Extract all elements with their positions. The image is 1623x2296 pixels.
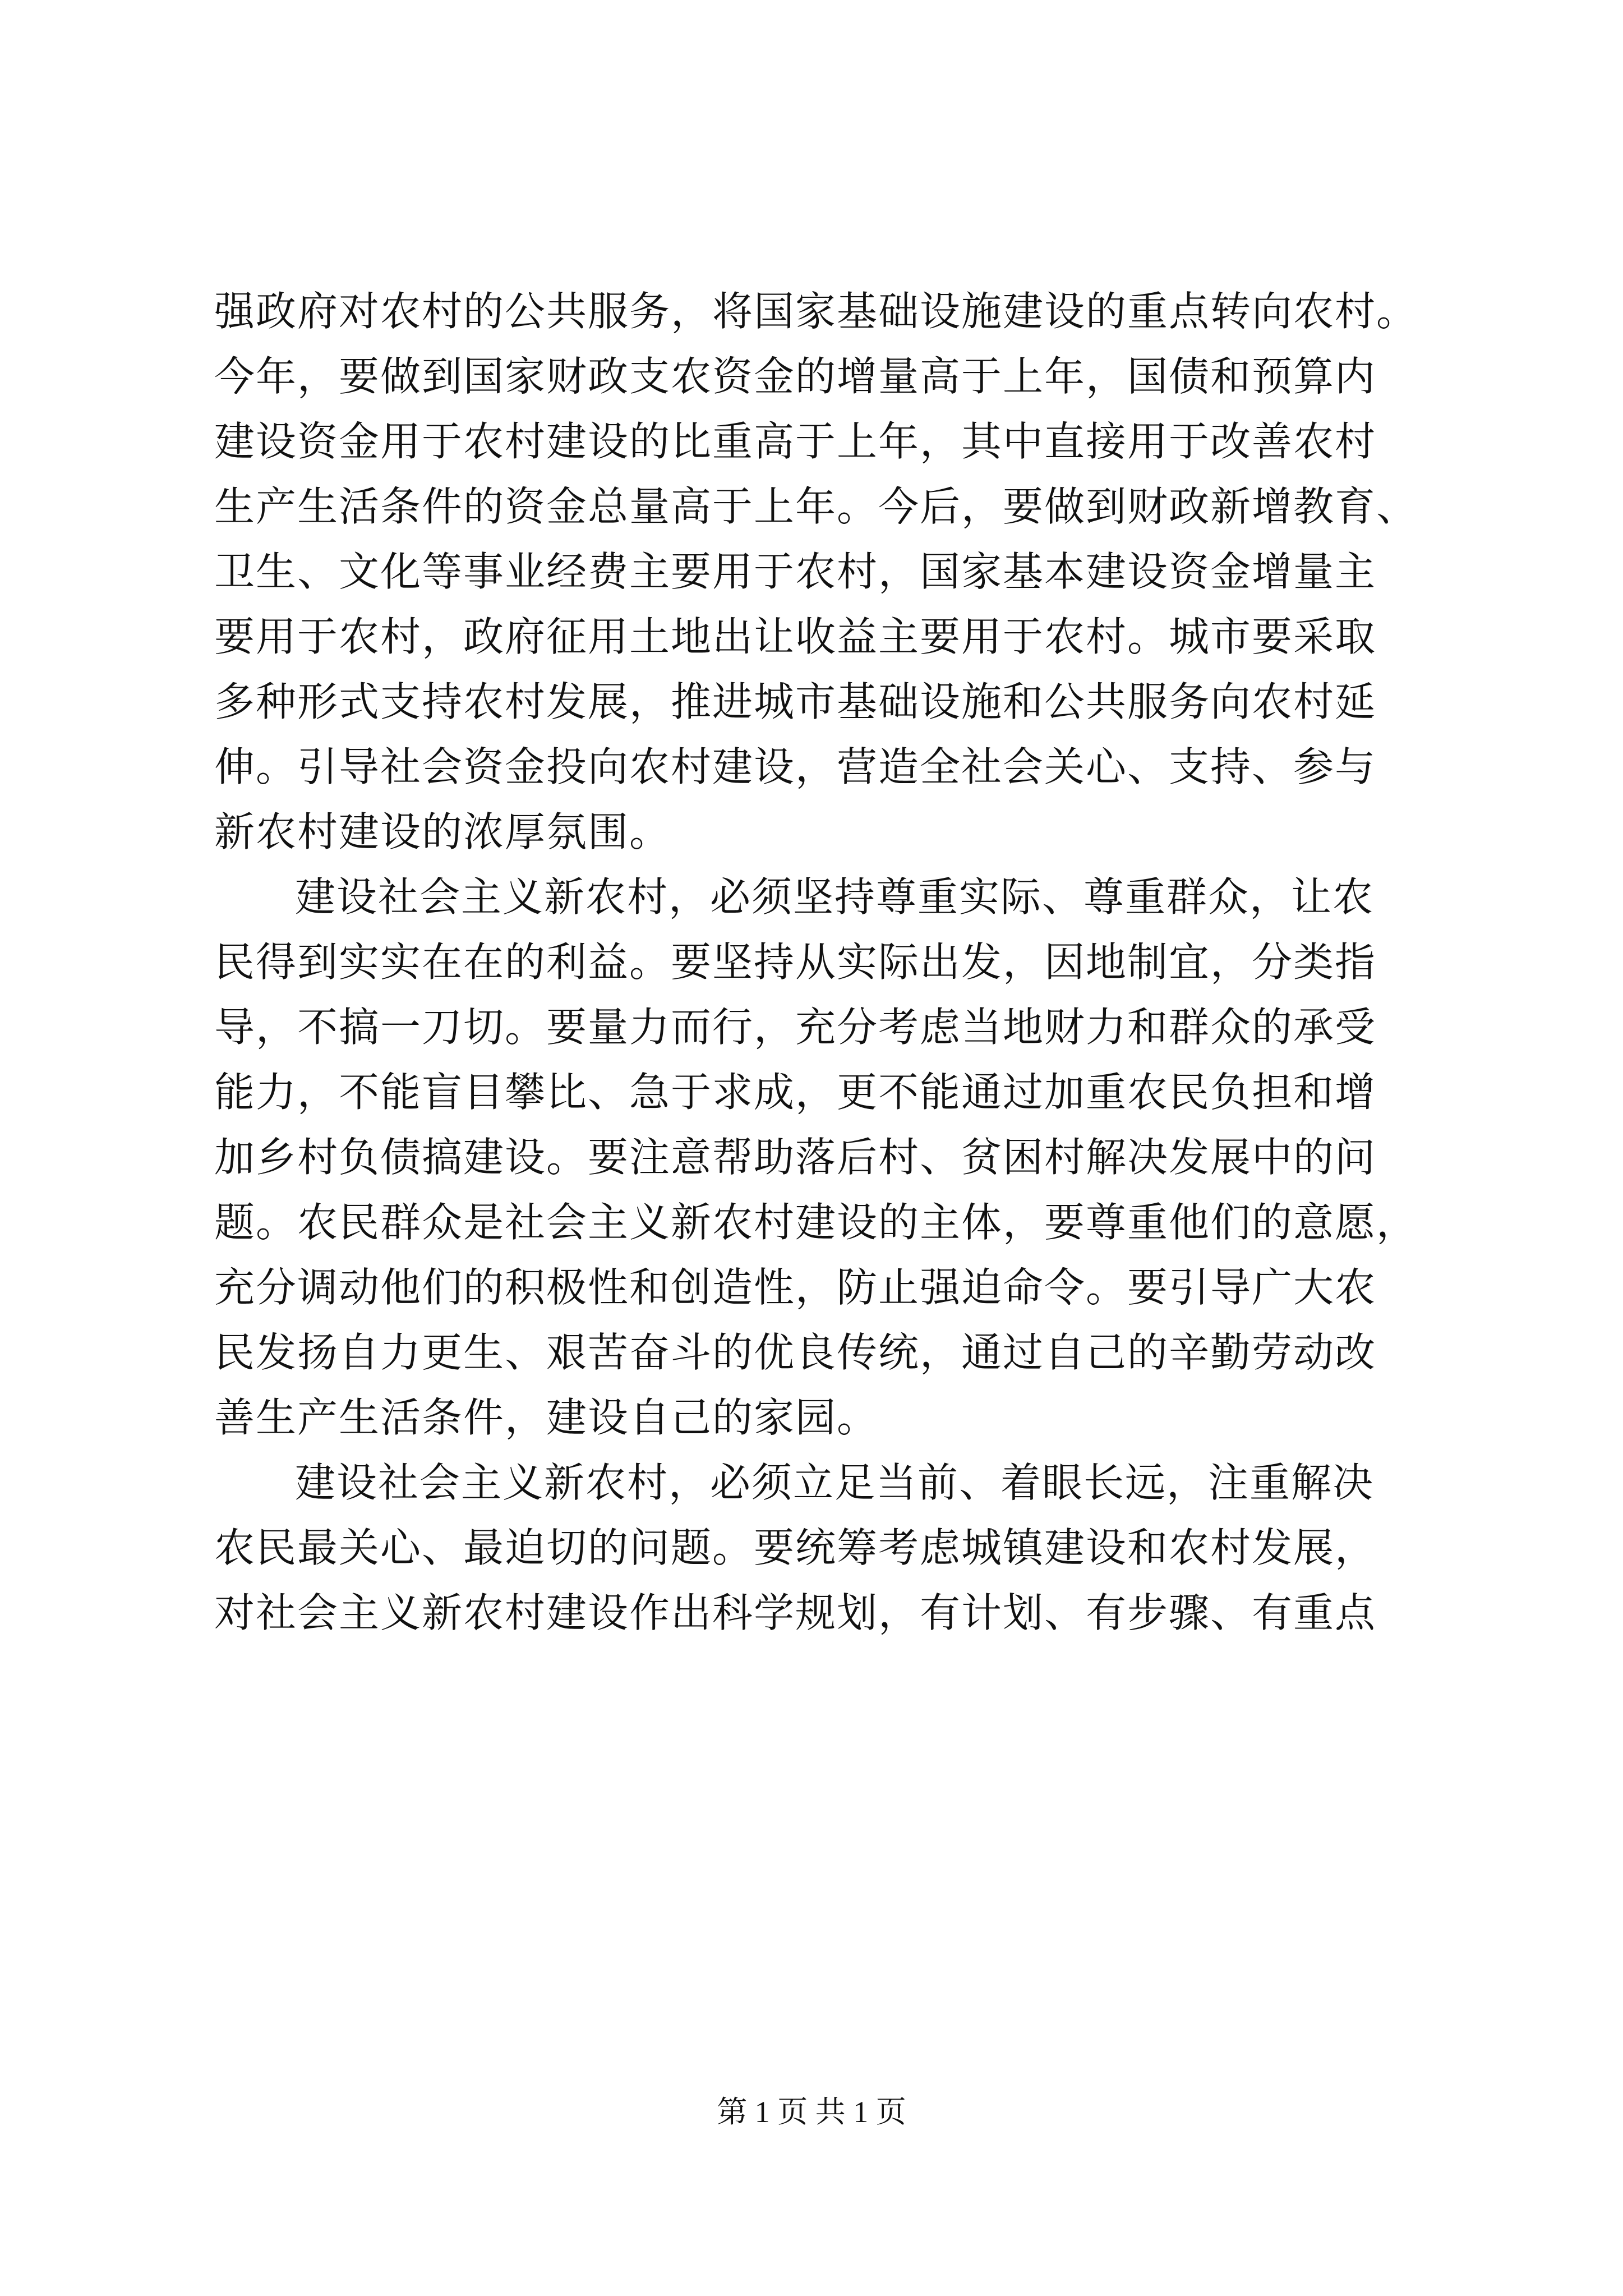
text-line: 农民最关心、最迫切的问题。要统筹考虑城镇建设和农村发展，	[214, 1524, 1377, 1571]
text-line: 今年，要做到国家财政支农资金的增量高于上年，国债和预算内	[214, 353, 1377, 400]
text-line: 生产生活条件的资金总量高于上年。今后，要做到财政新增教育、	[214, 483, 1418, 530]
text-line: 题。农民群众是社会主义新农村建设的主体，要尊重他们的意愿，	[214, 1199, 1418, 1246]
text-line: 导，不搞一刀切。要量力而行，充分考虑当地财力和群众的承受	[214, 1004, 1377, 1051]
text-line: 充分调动他们的积极性和创造性，防止强迫命令。要引导广大农	[214, 1264, 1377, 1311]
text-line: 民发扬自力更生、艰苦奋斗的优良传统，通过自己的辛勤劳动改	[214, 1329, 1377, 1376]
text-line: 新农村建设的浓厚氛围。	[214, 808, 671, 855]
page-footer: 第 1 页 共 1 页	[717, 2095, 906, 2129]
text-line: 对社会主义新农村建设作出科学规划，有计划、有步骤、有重点	[214, 1589, 1377, 1636]
paragraph-first-line: 建设社会主义新农村，必须坚持尊重实际、尊重群众，让农	[295, 873, 1375, 921]
text-line: 要用于农村，政府征用土地出让收益主要用于农村。城市要采取	[214, 613, 1377, 660]
text-line: 民得到实实在在的利益。要坚持从实际出发，因地制宜，分类指	[214, 938, 1377, 986]
text-line: 加乡村负债搞建设。要注意帮助落后村、贫困村解决发展中的问	[214, 1134, 1377, 1181]
text-line: 多种形式支持农村发展，推进城市基础设施和公共服务向农村延	[214, 678, 1377, 725]
text-line: 伸。引导社会资金投向农村建设，营造全社会关心、支持、参与	[214, 743, 1377, 790]
text-line: 卫生、文化等事业经费主要用于农村，国家基本建设资金增量主	[214, 548, 1377, 595]
text-line: 强政府对农村的公共服务，将国家基础设施建设的重点转向农村。	[214, 288, 1418, 335]
text-line: 建设资金用于农村建设的比重高于上年，其中直接用于改善农村	[214, 418, 1377, 465]
paragraph-first-line: 建设社会主义新农村，必须立足当前、着眼长远，注重解决	[295, 1459, 1375, 1506]
text-line: 能力，不能盲目攀比、急于求成，更不能通过加重农民负担和增	[214, 1069, 1377, 1116]
text-line: 善生产生活条件，建设自己的家园。	[214, 1394, 879, 1441]
